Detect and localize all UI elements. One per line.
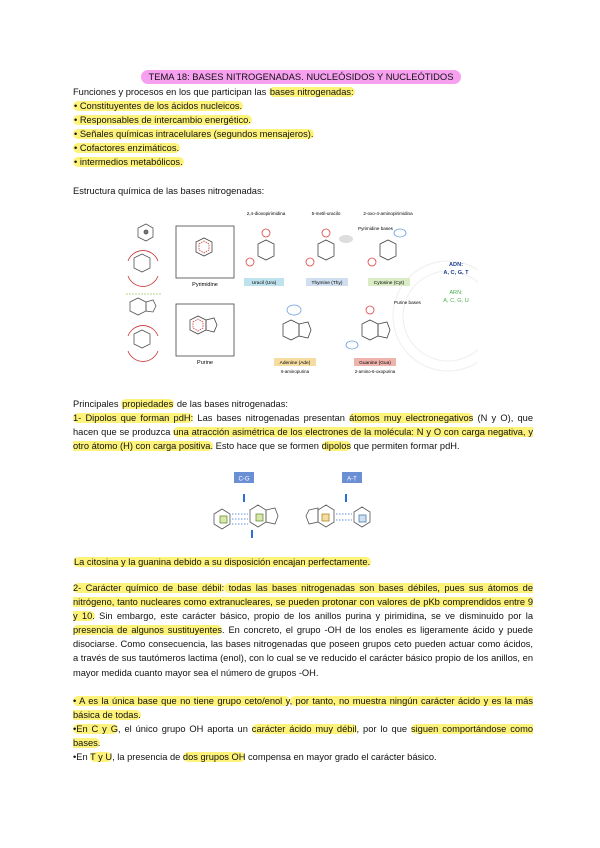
cytosine-label: Cytosine (Cyt) — [373, 281, 405, 286]
thymine-structure — [306, 229, 353, 266]
bullet-cg-e: siguen comportándose como bases. — [73, 724, 533, 749]
properties-heading-a: Principales — [73, 399, 122, 409]
adn-bases: A, C, G, T — [443, 270, 469, 276]
intro-item-4: • Cofactores enzimáticos. — [74, 143, 180, 153]
cytosine-iupac-label: 2-oxo-4-aminopirimidina — [363, 211, 413, 216]
intro-lead-text: Funciones y procesos en los que participan las — [73, 87, 269, 97]
pyrimidine-ring — [196, 238, 212, 256]
p2-a: 2- Carácter químico de base débil: — [73, 583, 225, 593]
bullet-cg — [73, 722, 533, 750]
p2-d: presencia de algunos sustituyentes — [73, 625, 223, 636]
adenine-structure — [283, 305, 311, 340]
p1-f: Esto hace que se formen — [213, 441, 322, 452]
guanine-structure — [346, 306, 390, 349]
p1-c: átomos muy electronegativos — [349, 413, 474, 423]
bullet-cg-a: •En C y G — [73, 724, 118, 734]
paragraph-dipolos — [73, 411, 533, 453]
thymine-iupac-label: 5-metil-uracilo — [311, 211, 341, 216]
base-pairs-figure — [196, 470, 406, 546]
intro-item-1: • Constituyentes de los ácidos nucleicos. — [74, 101, 243, 111]
structure-heading: Estructura química de las bases nitrogenadas: — [73, 186, 265, 196]
pyrimidine-bases-label: Pyrimidine bases — [358, 226, 393, 231]
bases-structure-figure — [118, 206, 478, 384]
uracil-structure — [246, 229, 274, 266]
p2-e: . En concreto, el grupo -OH de los enoles es ligeramente ácido y puede disociarse. Como consecuencia, las bases nitrogenadas que poseen grupos ceto pueden actuar como ácidos, a través de sus tautómeros lactima (enol), con lo cual se ve reducido el carácter básico propio de los anillos, en mayor medida cuanto mayor sea el número de grupos -OH. — [73, 625, 533, 678]
properties-heading — [73, 398, 288, 412]
properties-heading-highlight: propiedades — [122, 399, 174, 409]
page-title: TEMA 18: BASES NITROGENADAS. NUCLEÓSIDOS Y NUCLEÓTIDOS — [141, 70, 461, 84]
pyrimidine-box — [176, 226, 234, 278]
arn-title: ARN: — [449, 290, 463, 296]
thymine-label: Thymine (Thy) — [311, 281, 343, 286]
arn-bases: A, C, G, U — [443, 298, 469, 304]
purine-ring — [190, 316, 217, 334]
purine-bases-label: Purine bases — [394, 300, 421, 305]
intro-lead-highlight: bases nitrogenadas: — [269, 87, 354, 97]
p1-d: (N y O), que hacen que se produzca — [73, 413, 534, 438]
purine-box — [176, 304, 234, 356]
bullet-tu-b: T y U — [90, 752, 113, 762]
purine-3d-icon — [126, 294, 162, 315]
intro-lead — [73, 86, 355, 100]
bullet-tu-a: •En — [73, 752, 91, 762]
p1-g: dipolos — [321, 441, 352, 452]
bullet-tu-c: , la presencia de — [112, 752, 183, 762]
at-pair-structure — [306, 494, 370, 527]
p2-b: todas las bases nitrogenadas son bases débiles, pues sus átomos de nitrógeno, tanto nucleares como extranucleares, se pueden protonar con valores de pKb comprendidos entre 9 y 10. — [73, 583, 534, 622]
p1-b: Las bases nitrogenadas presentan — [193, 413, 350, 423]
bullet-tu — [73, 750, 533, 764]
pyrimidine-3d-icon — [138, 224, 153, 241]
p1-h: que permiten formar pdH. — [351, 441, 460, 452]
watermark-seal — [393, 261, 478, 371]
p1-a: 1- Dipolos que forman pdH: — [73, 413, 194, 423]
bullet-a-rest: , por tanto, no muestra ningún carácter ácido y es la más básica de todas. — [73, 696, 533, 721]
bullet-tu-e: compensa en mayor grado el carácter básico. — [245, 752, 437, 762]
at-pair-label: A-T — [347, 476, 357, 483]
bullet-cg-d: , por lo que — [356, 724, 411, 734]
intro-item-2: • Responsables de intercambio energético. — [74, 115, 251, 125]
uracil-label: Uracil (Ura) — [251, 281, 277, 286]
uracil-iupac-label: 2,4-dioxopirimidina — [246, 211, 286, 216]
cg-pair-label: C-G — [238, 476, 250, 483]
purine-rotation-icon — [128, 326, 158, 362]
bullet-cg-c: carácter ácido muy débil — [251, 724, 357, 734]
intro-item-5: • intermedios metabólicos. — [74, 157, 183, 167]
purine-label: Purine — [197, 360, 213, 366]
bullet-tu-d: dos grupos OH — [182, 752, 246, 762]
bullet-a-highlight: • A es la única base que no tiene grupo ceto/enol y — [73, 696, 290, 706]
adn-title: ADN: — [449, 262, 463, 268]
bullet-a — [73, 694, 533, 722]
properties-heading-c: de las bases nitrogenadas: — [174, 399, 288, 409]
p1-e: una atracción asimétrica de los electrones de la molécula: N y O con carga negativa, y otro átomo (H) con carga positiva. — [73, 427, 533, 452]
paragraph-base-debil — [73, 581, 533, 680]
p2-c: Sin embargo, este carácter básico, propio de los anillos purina y pirimidina, se ve disminuido por la — [94, 611, 533, 622]
adenine-label: Adenine (Ade) — [279, 361, 311, 366]
bullet-cg-b: , el único grupo OH aporta un — [117, 724, 252, 734]
cytosine-structure — [368, 229, 406, 266]
cg-pair-structure — [214, 494, 278, 538]
pyrimidine-label: Pyrimidine — [192, 282, 218, 288]
guanine-label: Guanine (Gua) — [359, 361, 391, 366]
paragraph-citosina: La citosina y la guanina debido a su disposición encajan perfectamente. — [74, 557, 371, 567]
guanine-iupac-label: 2-amino-6-oxopurina — [354, 369, 396, 374]
ring-rotation-icon — [128, 251, 158, 287]
adenine-iupac-label: 6-aminopurina — [280, 369, 310, 374]
intro-item-3: • Señales químicas intracelulares (segundos mensajeros). — [74, 129, 314, 139]
